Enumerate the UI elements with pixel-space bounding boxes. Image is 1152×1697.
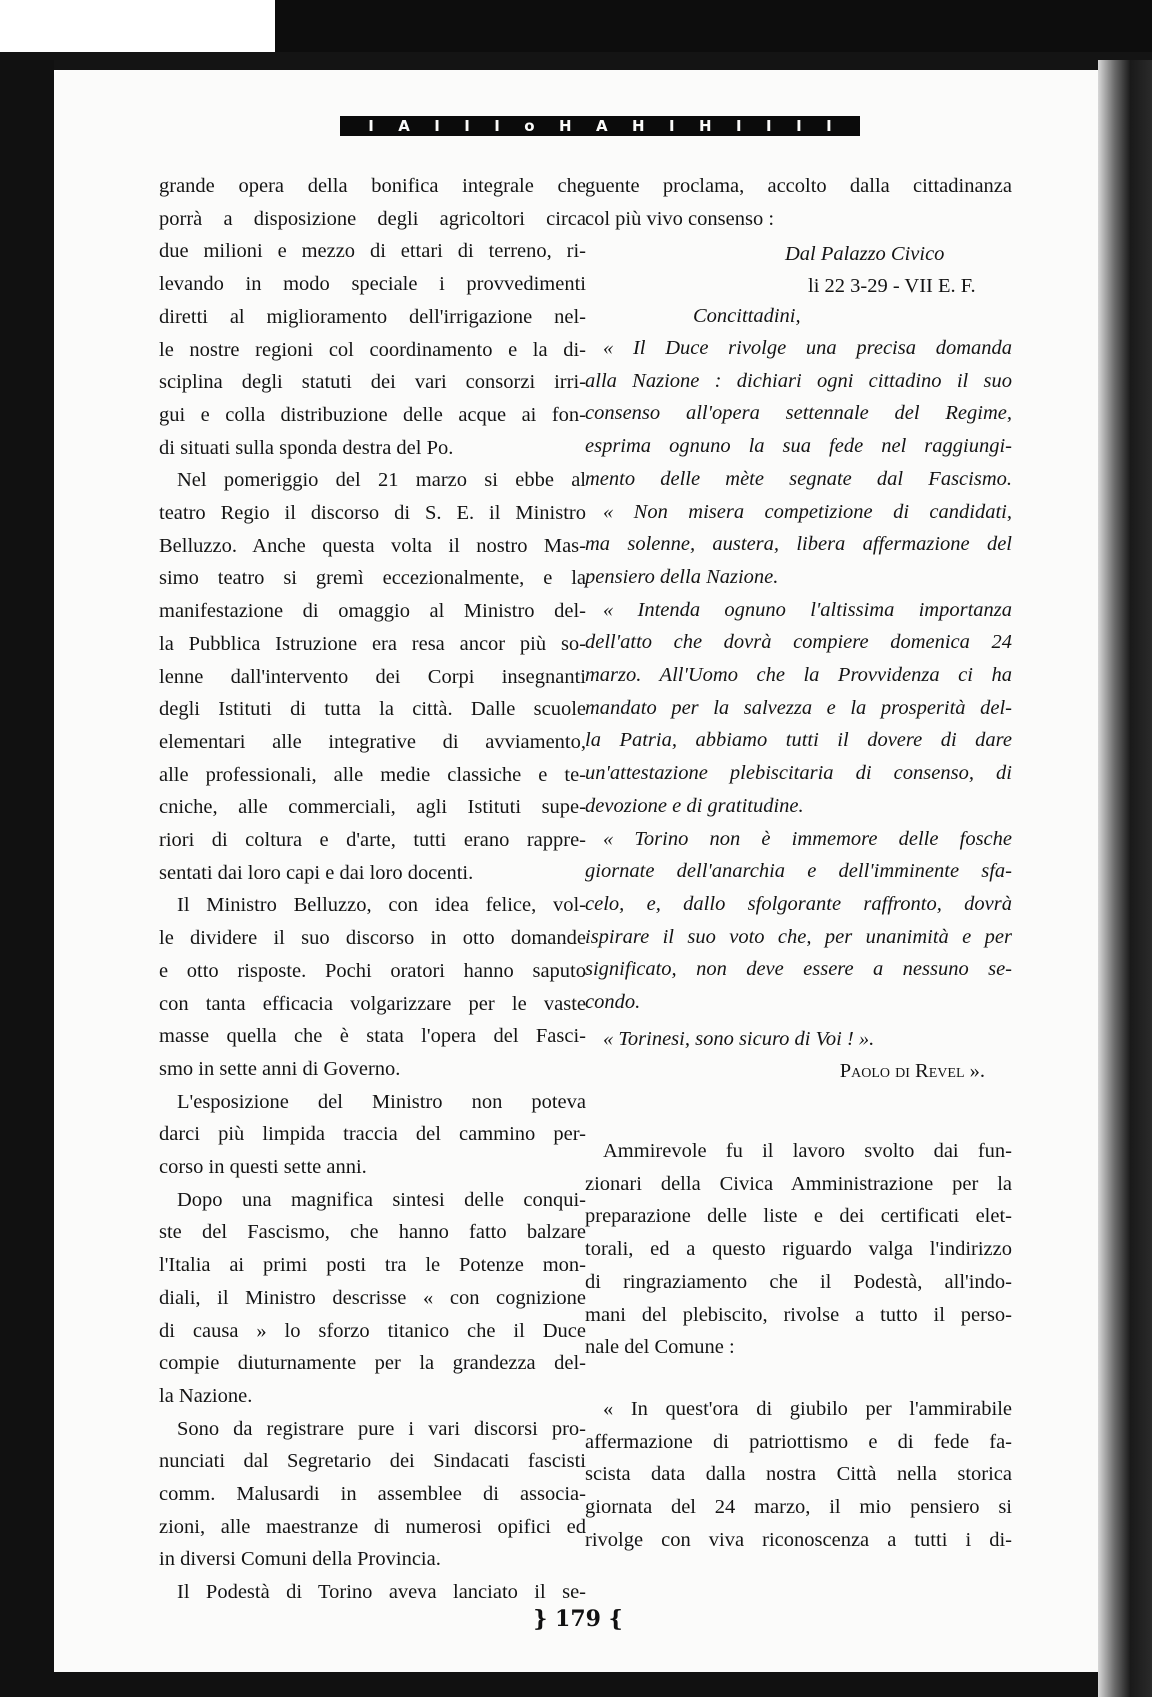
- text-line: cniche, alle commerciali, agli Istituti supe-: [159, 796, 586, 818]
- text-line: un'attestazione plebiscitaria di consenso, di: [585, 762, 1012, 784]
- text-line: simo teatro si gremì eccezionalmente, e la: [159, 567, 586, 589]
- text-line: con tanta efficacia volgarizzare per le vaste: [159, 993, 586, 1015]
- text-line: di situati sulla sponda destra del Po.: [159, 437, 454, 459]
- text-line: consenso all'opera settennale del Regime,: [585, 402, 1012, 424]
- text-line: ispirare il suo voto che, per unanimità e per: [585, 926, 1012, 948]
- dateline: li 22 3-29 - VII E. F.: [808, 275, 976, 297]
- dateline: Dal Palazzo Civico: [785, 243, 945, 265]
- header-band-glyph: A: [596, 117, 608, 135]
- header-band-glyph: I: [434, 117, 440, 135]
- text-line: Il Ministro Belluzzo, con idea felice, vol-: [177, 894, 586, 916]
- text-line: alla Nazione : dichiari ogni cittadino il suo: [585, 370, 1012, 392]
- text-line: « Torinesi, sono sicuro di Voi ! ».: [603, 1028, 875, 1050]
- text-line: preparazione delle liste e dei certificati elet-: [585, 1205, 1012, 1227]
- text-line: smo in sette anni di Governo.: [159, 1058, 401, 1080]
- text-line: sciplina degli statuti dei vari consorzi irri-: [159, 371, 586, 393]
- text-line: celo, e, dallo sfolgorante raffronto, dovrà: [585, 893, 1012, 915]
- text-line: degli Istituti di tutta la città. Dalle scuole: [159, 698, 586, 720]
- text-line: e otto risposte. Pochi oratori hanno saputo: [159, 960, 586, 982]
- text-line: compie diuturnamente per la grandezza del-: [159, 1352, 586, 1374]
- header-band-glyph: H: [559, 117, 572, 135]
- text-line: torali, ed a questo riguardo valga l'indirizzo: [585, 1238, 1012, 1260]
- scan-top-left-margin: [0, 0, 275, 52]
- text-line: nale del Comune :: [585, 1336, 735, 1358]
- text-line: « In quest'ora di giubilo per l'ammirabile: [603, 1398, 1012, 1420]
- text-line: due milioni e mezzo di ettari di terreno, ri-: [159, 240, 586, 262]
- text-line: diretti al miglioramento dell'irrigazione nel-: [159, 306, 586, 328]
- text-line: masse quella che è stata l'opera del Fasci-: [159, 1025, 586, 1047]
- text-line: di causa » lo sforzo titanico che il Duce: [159, 1320, 586, 1342]
- text-line: riori di coltura e d'arte, tutti erano rappre-: [159, 829, 586, 851]
- text-line: Ammirevole fu il lavoro svolto dai fun-: [603, 1140, 1012, 1162]
- text-line: porrà a disposizione degli agricoltori circa: [159, 208, 586, 230]
- text-line: gui e colla distribuzione delle acque ai fon-: [159, 404, 586, 426]
- text-line: la Patria, abbiamo tutti il dovere di dare: [585, 729, 1012, 751]
- salutation-line: Concittadini,: [693, 305, 801, 327]
- text-line: diali, il Ministro descrisse « con cognizione: [159, 1287, 586, 1309]
- text-line: mani del plebiscito, rivolse a tutto il perso-: [585, 1304, 1012, 1326]
- text-line: zioni, alle maestranze di numerosi opifici ed: [159, 1516, 586, 1538]
- text-line: devozione e di gratitudine.: [585, 795, 804, 817]
- text-line: ma solenne, austera, libera affermazione del: [585, 533, 1012, 555]
- text-line: col più vivo consenso :: [585, 208, 775, 230]
- text-line: di ringraziamento che il Podestà, all'indo-: [585, 1271, 1012, 1293]
- book-spine-shadow: [1098, 60, 1152, 1697]
- header-band-glyph: o: [524, 117, 535, 135]
- header-band-glyph: I: [464, 117, 470, 135]
- text-line: dell'atto che dovrà compiere domenica 24: [585, 631, 1012, 653]
- text-line: scista data dalla nostra Città nella storica: [585, 1463, 1012, 1485]
- text-line: nunciati dal Segretario dei Sindacati fascisti: [159, 1450, 586, 1472]
- header-band-glyph: I: [736, 117, 742, 135]
- text-line: elementari alle integrative di avviamento,: [159, 731, 586, 753]
- header-band-glyph: I: [494, 117, 500, 135]
- text-line: « Torino non è immemore delle fosche: [603, 828, 1012, 850]
- text-line: pensiero della Nazione.: [585, 566, 779, 588]
- header-band-glyph: I: [669, 117, 675, 135]
- text-line: sentati dai loro capi e dai loro docenti.: [159, 862, 474, 884]
- text-line: Dopo una magnifica sintesi delle conqui-: [177, 1189, 586, 1211]
- header-band-glyph: H: [632, 117, 645, 135]
- scan-top-border: [275, 0, 1152, 52]
- text-line: la Nazione.: [159, 1385, 253, 1407]
- text-line: rivolge con viva riconoscenza a tutti i di-: [585, 1529, 1012, 1551]
- page-number: } 179 {: [533, 1606, 623, 1632]
- text-line: darci più limpida traccia del cammino per-: [159, 1123, 586, 1145]
- text-line: « Non misera competizione di candidati,: [603, 501, 1012, 523]
- text-line: l'Italia ai primi posti tra le Potenze mon-: [159, 1254, 586, 1276]
- text-line: mento delle mète segnate dal Fascismo.: [585, 468, 1012, 490]
- text-line: esprima ognuno la sua fede nel raggiungi-: [585, 435, 1012, 457]
- text-line: marzo. All'Uomo che la Provvidenza ci ha: [585, 664, 1012, 686]
- text-line: corso in questi sette anni.: [159, 1156, 367, 1178]
- scan-left-edge: [0, 60, 54, 1697]
- text-line: ste del Fascismo, che hanno fatto balzare: [159, 1221, 586, 1243]
- header-band-glyph: H: [699, 117, 712, 135]
- text-line: in diversi Comuni della Provincia.: [159, 1548, 441, 1570]
- text-line: le nostre regioni col coordinamento e la di-: [159, 339, 586, 361]
- text-line: manifestazione di omaggio al Ministro del-: [159, 600, 586, 622]
- text-line: giornata del 24 marzo, il mio pensiero si: [585, 1496, 1012, 1518]
- text-line: Nel pomeriggio del 21 marzo si ebbe al: [177, 469, 586, 491]
- text-line: alle professionali, alle medie classiche e te-: [159, 764, 586, 786]
- text-line: zionari della Civica Amministrazione per la: [585, 1173, 1012, 1195]
- header-band-glyph: I: [826, 117, 832, 135]
- header-band-glyph: I: [796, 117, 802, 135]
- scan-top-edge: [0, 52, 1152, 70]
- scan-bottom-edge: [0, 1672, 1152, 1697]
- text-line: la Pubblica Istruzione era resa ancor più so-: [159, 633, 586, 655]
- text-line: lenne dall'intervento dei Corpi insegnanti: [159, 666, 586, 688]
- header-band-glyph: I: [368, 117, 374, 135]
- text-line: levando in modo speciale i provvedimenti: [159, 273, 586, 295]
- text-line: giornate dell'anarchia e dell'imminente sfa-: [585, 860, 1012, 882]
- text-line: Il Podestà di Torino aveva lanciato il se-: [177, 1581, 586, 1603]
- text-line: grande opera della bonifica integrale che: [159, 175, 586, 197]
- text-line: significato, non deve essere a nessuno se-: [585, 958, 1012, 980]
- text-line: le dividere il suo discorso in otto domande: [159, 927, 586, 949]
- text-line: « Il Duce rivolge una precisa domanda: [603, 337, 1012, 359]
- text-line: « Intenda ognuno l'altissima importanza: [603, 599, 1012, 621]
- text-line: mandato per la salvezza e la prosperità del-: [585, 697, 1012, 719]
- text-line: comm. Malusardi in assemblee di associa-: [159, 1483, 586, 1505]
- text-line: L'esposizione del Ministro non poteva: [177, 1091, 586, 1113]
- header-band-glyph: A: [398, 117, 410, 135]
- signature-line: Paolo di Revel ».: [839, 1060, 985, 1082]
- decorative-header-band: [340, 116, 860, 136]
- text-line: Belluzzo. Anche questa volta il nostro Mas-: [159, 535, 586, 557]
- text-line: guente proclama, accolto dalla cittadinanza: [585, 175, 1012, 197]
- text-line: affermazione di patriottismo e di fede fa-: [585, 1431, 1012, 1453]
- text-line: Sono da registrare pure i vari discorsi pro-: [177, 1418, 586, 1440]
- header-band-glyph: I: [766, 117, 772, 135]
- text-line: teatro Regio il discorso di S. E. il Ministro: [159, 502, 586, 524]
- text-line: condo.: [585, 991, 641, 1013]
